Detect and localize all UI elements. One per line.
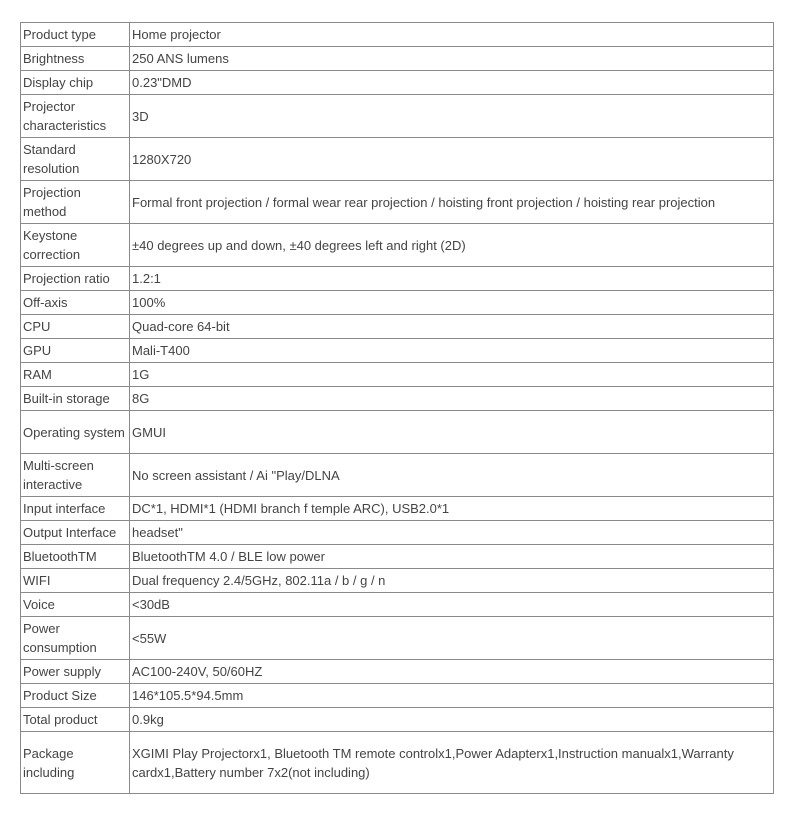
row-value: 0.9kg [130,708,774,732]
row-label: Multi-screen interactive [21,454,130,497]
row-label: Voice [21,593,130,617]
table-row [21,387,774,411]
row-label: BluetoothTM [21,545,130,569]
row-value: GMUI [130,411,774,454]
row-label: Off-axis [21,291,130,315]
row-label: RAM [21,363,130,387]
table-row [21,47,774,71]
row-value: ±40 degrees up and down, ±40 degrees left and right (2D) [130,224,774,267]
table-row [21,71,774,95]
table-row [21,732,774,794]
row-label: Package including [21,732,130,794]
table-row [21,23,774,47]
row-value: 1280X720 [130,138,774,181]
row-value: 100% [130,291,774,315]
row-value: Formal front projection / formal wear rear projection / hoisting front projection / hoisting rear projection [130,181,774,224]
spec-table-body [21,23,774,794]
table-row [21,545,774,569]
row-value: 146*105.5*94.5mm [130,684,774,708]
row-label: Projection ratio [21,267,130,291]
row-value: 250 ANS lumens [130,47,774,71]
row-value: DC*1, HDMI*1 (HDMI branch f temple ARC), USB2.0*1 [130,497,774,521]
table-row [21,95,774,138]
row-value: BluetoothTM 4.0 / BLE low power [130,545,774,569]
row-label: CPU [21,315,130,339]
row-value: No screen assistant / Ai "Play/DLNA [130,454,774,497]
spec-table [20,22,774,794]
table-row [21,291,774,315]
row-value: 8G [130,387,774,411]
row-label: Brightness [21,47,130,71]
table-row [21,224,774,267]
row-value: Dual frequency 2.4/5GHz, 802.11a / b / g / n [130,569,774,593]
row-label: Output Interface [21,521,130,545]
row-label: Power consumption [21,617,130,660]
table-row [21,593,774,617]
row-label: Projector characteristics [21,95,130,138]
table-row [21,138,774,181]
table-row [21,497,774,521]
row-label: Projection method [21,181,130,224]
table-row [21,339,774,363]
table-row [21,181,774,224]
row-label: Operating system [21,411,130,454]
row-value: <30dB [130,593,774,617]
table-row [21,521,774,545]
row-label: Standard resolution [21,138,130,181]
row-value: Mali-T400 [130,339,774,363]
row-value: 3D [130,95,774,138]
table-row [21,660,774,684]
table-row [21,363,774,387]
row-value: 1G [130,363,774,387]
table-row [21,708,774,732]
row-label: Keystone correction [21,224,130,267]
row-value: 0.23"DMD [130,71,774,95]
table-row [21,617,774,660]
row-value: 1.2:1 [130,267,774,291]
table-row [21,569,774,593]
row-label: Total product [21,708,130,732]
table-row [21,684,774,708]
row-label: Power supply [21,660,130,684]
row-label: Input interface [21,497,130,521]
row-value: AC100-240V, 50/60HZ [130,660,774,684]
row-label: WIFI [21,569,130,593]
row-value: Quad-core 64-bit [130,315,774,339]
row-label: Built-in storage [21,387,130,411]
table-row [21,315,774,339]
row-label: Product Size [21,684,130,708]
row-value: XGIMI Play Projectorx1, Bluetooth TM remote controlx1,Power Adapterx1,Instruction manualx1,Warranty cardx1,Battery number 7x2(not including) [130,732,774,794]
row-label: Display chip [21,71,130,95]
table-row [21,267,774,291]
row-value: Home projector [130,23,774,47]
table-row [21,411,774,454]
row-value: <55W [130,617,774,660]
row-label: GPU [21,339,130,363]
row-value: headset" [130,521,774,545]
row-label: Product type [21,23,130,47]
table-row [21,454,774,497]
